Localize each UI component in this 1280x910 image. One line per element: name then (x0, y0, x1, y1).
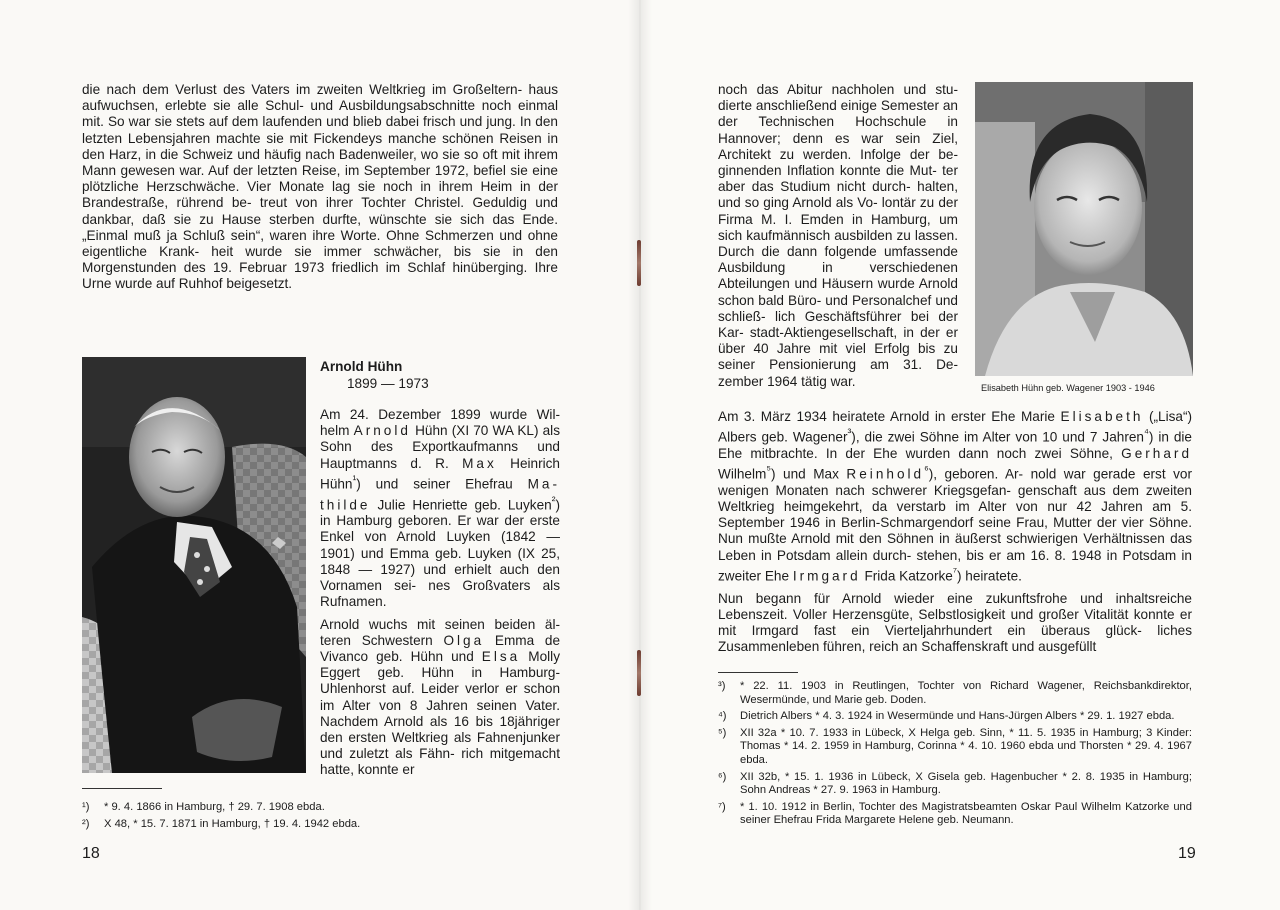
paragraph-top (82, 82, 558, 293)
footnote-text: X 48, * 15. 7. 1871 in Hamburg, † 19. 4. 1942 ebda. (104, 817, 361, 830)
bio2-e: Molly Eggert geb. Hühn in Hamburg- Uhlenhorst auf. Leider verlor er schon im Alter von 8 Jahren seinen Vater. Nachdem Arnold als 16 bis 18jähriger den ersten Weltkrieg als Fahnenjunker und zuletzt als Fähn- rich mitgemacht hatte, konnte er (320, 648, 560, 778)
r1-c: („Lisa“) Albers geb. Wagener (718, 409, 1193, 445)
bio2-d: Elsa (481, 648, 521, 664)
bio1-e: Heinrich Hühn (320, 455, 560, 492)
photo-elisabeth-image (975, 82, 1193, 376)
footnote-ref-2: ² (551, 494, 556, 507)
book-gutter (628, 0, 652, 910)
photo-arnold-image (82, 357, 306, 773)
right-paragraph-2: Nun begann für Arnold wieder eine zukunftsfrohe und inhaltsreiche Lebenszeit. Voller Herzensgüte, Selbstlosigkeit und großer Vitalität konnte er mit Irmgard fast ein Vierteljahrhundert ein überaus glück- liches Zusammenleben führen, reich an Schaffenskraft und ausgefüllt (718, 590, 1192, 655)
page-number-right: 19 (1178, 845, 1196, 862)
footnote-ref-4: ⁴ (1143, 427, 1149, 440)
r1-e: ), die zwei Söhne im Alter von 10 und 7 Jahren (851, 429, 1144, 445)
page-number-left: 18 (82, 845, 100, 862)
footnote-text: * 22. 11. 1903 in Reutlingen, Tochter von Richard Wagener, Reichsbankdirektor, Wesermünde, und Marie geb. Doden. (740, 680, 1192, 706)
right-paragraph-1 (718, 409, 1192, 585)
section-heading (320, 358, 560, 392)
footnote-item (718, 727, 1192, 768)
footnote-mark: ⁵) (718, 726, 727, 739)
bio-paragraph-1 (320, 407, 560, 611)
r1-p: Frida Katzorke (864, 568, 953, 584)
bio1-d: Max (462, 455, 497, 471)
footnote-text: * 1. 10. 1912 in Berlin, Tochter des Magistratsbeamten Oskar Paul Wilhelm Katzorke und seiner Ehefrau Frida Margarete Helene geb. Neumann. (740, 800, 1192, 827)
footnote-ref-7: ⁷ (952, 565, 957, 578)
section-name: Arnold Hühn (320, 359, 403, 374)
footnote-item (718, 710, 1192, 724)
bio1-h: Ma- thilde (320, 476, 560, 513)
bio1-k: ) in Hamburg geboren. Er war der erste Enkel von Arnold Luyken (1842 — 1901) und Emma geb. Luyken (IX 25, 1848 — 1927) und erhielt auch den Vornamen sei- nes Großvaters als Rufnamen. (320, 497, 560, 610)
footnote-mark: ¹) (82, 801, 90, 813)
staple-bottom (637, 650, 641, 696)
bio1-c: Hühn (XI 70 WA KL) als Sohn des Exportkaufmanns und Hauptmanns d. R. (320, 423, 560, 471)
section-years: 1899 — 1973 (347, 376, 429, 391)
footnote-divider-right (718, 672, 798, 673)
right-column-paragraph: noch das Abitur nachholen und stu- dierte anschließend einige Semester an der Technischen Hochschule in Hannover; denn es war sein Ziel, Architekt zu werden. Infolge der be- ginnenden Inflation konnte die Mut- ter aber das Studium nicht durch- halten, und so ging Arnold als Vo- lontär zu der Firma M. I. Emden in Hamburg, um sich kaufmännisch ausbilden zu lassen. Durch die dann folgende umfassende Ausbildung in verschiedenen Abteilungen und Häusern wurde Arnold schon bald Büro- und Personalchef und schließ- lich Geschäftsführer bei der Kar- stadt-Aktiengesellschaft, in der er über 40 Jahre mit viel Erfolg bis zu seiner Pensionierung am 31. De- zember 1964 tätig war. (718, 82, 958, 389)
staple-top (637, 240, 641, 286)
footnote-divider-left (82, 788, 162, 789)
footnote-item (82, 801, 558, 815)
bio1-b: Arnold (353, 423, 411, 439)
photo-arnold-huehn (82, 357, 306, 773)
bio1-g: ) und seiner Ehefrau (356, 476, 513, 492)
r1-n: ), geboren. Ar- nold war gerade erst vor wenigen Monaten nach schwerer Kriegsgefan- genschaft aus dem zweiten Weltkrieg heimgekehrt, da verstarb im Alter von nur 42 Jahren am 5. September 1946 in Berlin-Schmargendorf seine Frau, Mutter der vier Söhne. Nun mußte Arnold mit den Söhnen in äußerst schwierigen Verhältnissen das Leben in Potsdam allein durch- stehen, bis er am 16. 8. 1948 in Potsdam in zweiter Ehe (718, 466, 1192, 584)
footnote-text: XII 32b, * 15. 1. 1936 in Lübeck, X Gisela geb. Hagenbucher * 2. 8. 1935 in Hamburg; Sohn Andreas * 27. 9. 1963 in Hamburg. (740, 770, 1192, 797)
r1-h: Gerhard (1121, 445, 1193, 461)
photo-caption: Elisabeth Hühn geb. Wagener 1903 - 1946 (981, 383, 1155, 393)
footnote-item (718, 771, 1192, 798)
bio2-a: Arnold wuchs mit seinen beiden äl- teren Schwestern (320, 616, 560, 648)
footnote-item (718, 801, 1192, 828)
right-column-text (718, 82, 958, 390)
r1-a: Am 3. März 1934 heiratete Arnold in erster Ehe Marie (718, 409, 1055, 424)
r1-l: Reinhold (846, 466, 925, 482)
right-full-text (718, 409, 1192, 655)
bio2-b: Olga (443, 632, 485, 648)
footnote-item (718, 680, 1192, 707)
footnotes-right (718, 680, 1192, 828)
bio1-i: Julie Henriette geb. Luyken (377, 497, 552, 513)
photo-elisabeth-huehn (975, 82, 1193, 376)
footnote-ref-1: ¹ (352, 473, 357, 486)
paragraph-top-text: die nach dem Verlust des Vaters im zweiten Weltkrieg im Großeltern- haus aufwuchsen, erlebte sie alle Schul- und Ausbildungsabschnitte noch einmal mit. So war sie stets auf dem laufenden und blieb dabei frisch und jung. In den letzten Lebensjahren machte sie mit Fickendeys manche schönen Reisen in den Harz, in die Schweiz und häufig nach Badenweiler, wo sie so oft mit ihrem Mann gewesen war. Auf der letzten Reise, im September 1972, befiel sie eine plötzliche Herzschwäche. Vier Monate lag sie noch in ihrem Heim in der Brandestraße, rührend be- treut von ihrer Tochter Christel. Geduldig und dankbar, daß sie zu Hause sterben durfte, wünschte sie sich das Ende. „Einmal muß ja Schluß sein“, waren ihre Worte. Ohne Schmerzen und ohne eigentliche Krank- heit wurde sie immer schwächer, bis sie in den Morgenstunden des 19. Februar 1973 friedlich im Schlaf hinüberging. Ihre Urne wurde auf Ruhhof beigesetzt. (82, 82, 558, 292)
footnote-item (82, 818, 558, 832)
r1-o: Irmgard (792, 568, 861, 584)
footnote-mark: ⁷) (718, 800, 726, 813)
footnote-ref-3: ³ (847, 427, 852, 440)
footnote-text: * 9. 4. 1866 in Hamburg, † 29. 7. 1908 ebda. (104, 801, 325, 813)
footnote-mark: ⁶) (718, 770, 727, 783)
footnote-mark: ⁴) (718, 710, 727, 723)
r1-i: Wilhelm (718, 466, 767, 482)
r1-k: ) und Max (771, 466, 839, 482)
footnote-text: XII 32a * 10. 7. 1933 in Lübeck, X Helga geb. Sinn, * 11. 5. 1935 in Hamburg; 3 Kinder: Thomas * 14. 2. 1959 in Hamburg, Corinna * 4. 10. 1960 ebda und Thorsten * 29. 4. 1967 ebda. (740, 726, 1192, 766)
bio-paragraph-2 (320, 617, 560, 779)
bio1-a: Am 24. Dezember 1899 wurde Wil- helm (320, 407, 560, 439)
footnote-ref-6: ⁶ (924, 464, 929, 477)
footnote-text: Dietrich Albers * 4. 3. 1924 in Wesermünde und Hans-Jürgen Albers * 29. 1. 1927 ebda. (740, 710, 1175, 723)
r1-g: ) in die Ehe mitbrachte. In der Ehe wurden dann noch zwei Söhne, (718, 429, 1192, 461)
bio-column (320, 407, 560, 779)
bio2-c: Emma de Vivanco geb. Hühn und (320, 632, 560, 664)
page-right (640, 0, 1280, 910)
r1-b: Elisabeth (1060, 409, 1144, 424)
r1-r: ) heiratete. (956, 568, 1022, 584)
footnote-mark: ³) (718, 680, 726, 692)
footnote-ref-5: ⁵ (766, 464, 772, 477)
footnotes-left (82, 801, 558, 831)
footnote-mark: ²) (82, 817, 90, 830)
